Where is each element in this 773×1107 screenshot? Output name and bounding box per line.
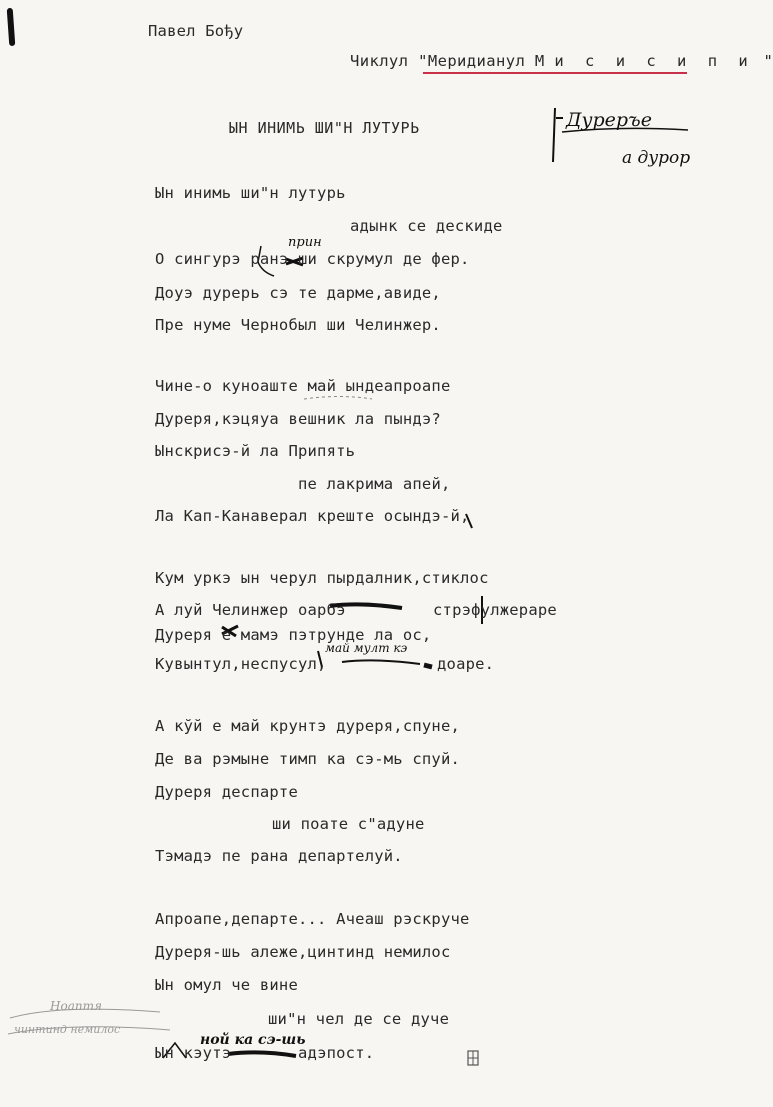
poem-line: ши"н чел де се дуче [268, 1010, 450, 1028]
poem-line: адынк се дескиде [350, 217, 503, 235]
poem-line: А кўй е май крунтэ дуреря,спуне, [155, 717, 461, 735]
poem-line: Чине-о куноаште май ындеапроапе [155, 377, 451, 395]
poem-line: Кувынтул,неспусул, [155, 655, 327, 673]
poem-line: Тэмадэ пе рана департелуй. [155, 847, 403, 865]
poem-title: ЫН ИНИМЬ ШИ"Н ЛУТУРЬ [229, 119, 420, 137]
cycle-rest: и с и с и п и [554, 52, 754, 70]
poem-line: Апроапе,департе... Ачеаш рэскруче [155, 910, 470, 928]
margin-pencil-note: Ноаптя [50, 999, 102, 1013]
insert-note: ной ка сэ-шь [200, 1032, 306, 1048]
poem-line: адэпост. [298, 1044, 375, 1062]
poem-line: Дуреря е мамэ пэтрунде ла ос, [155, 626, 432, 644]
poem-line: ши поате с"адуне [272, 815, 425, 833]
margin-annotation-2: а дурор [622, 148, 691, 168]
insert-note: май мулт кэ [325, 641, 408, 655]
poem-line: А луй Челинжер оарбэ [155, 601, 346, 619]
cycle-prefix: Чиклул " [350, 52, 428, 70]
cycle-letter: М [534, 52, 545, 70]
poem-line: стрэфулжераре [433, 601, 557, 619]
margin-annotation-1: Дуреръе [566, 109, 652, 131]
poem-line: доаре. [437, 655, 495, 673]
poem-line: Ла Кап-Канаверал креште осындэ-й, [155, 507, 470, 525]
cycle-close: " [763, 52, 773, 70]
poem-line: Пре нуме Чернобыл ши Челинжер. [155, 316, 441, 334]
poem-line: Дуреря,кэцяуа вешник ла пындэ? [155, 410, 441, 428]
poem-line: Ынскрисэ-й ла Припять [155, 442, 356, 460]
poem-line: Дуреря деспарте [155, 783, 298, 801]
insert-note: прин [288, 235, 322, 250]
stamp-mark [464, 1048, 482, 1070]
cycle-name: Меридианул [427, 52, 526, 70]
poem-line: Дуреря-шь алеже,цинтинд немилос [155, 943, 451, 961]
poem-line: Ын инимь ши"н лутурь [155, 184, 346, 202]
poem-line: Кум уркэ ын черул пырдалник,стиклос [155, 569, 489, 587]
poem-line: Де ва рэмыне тимп ка сэ-мь спуй. [155, 750, 461, 768]
poem-line: Ын кэутэ [155, 1044, 232, 1062]
author-name: Павел Бођу [148, 22, 244, 40]
poem-line: О сингурэ ранэ ши скрумул де фер. [155, 250, 470, 268]
poem-line: Ын омул че вине [155, 976, 298, 994]
margin-pencil-note: чинтинд немилос [14, 1023, 121, 1036]
poem-line: Доуэ дурерь сэ те дарме,авиде, [155, 284, 441, 302]
poem-line: пе лакрима апей, [298, 475, 451, 493]
